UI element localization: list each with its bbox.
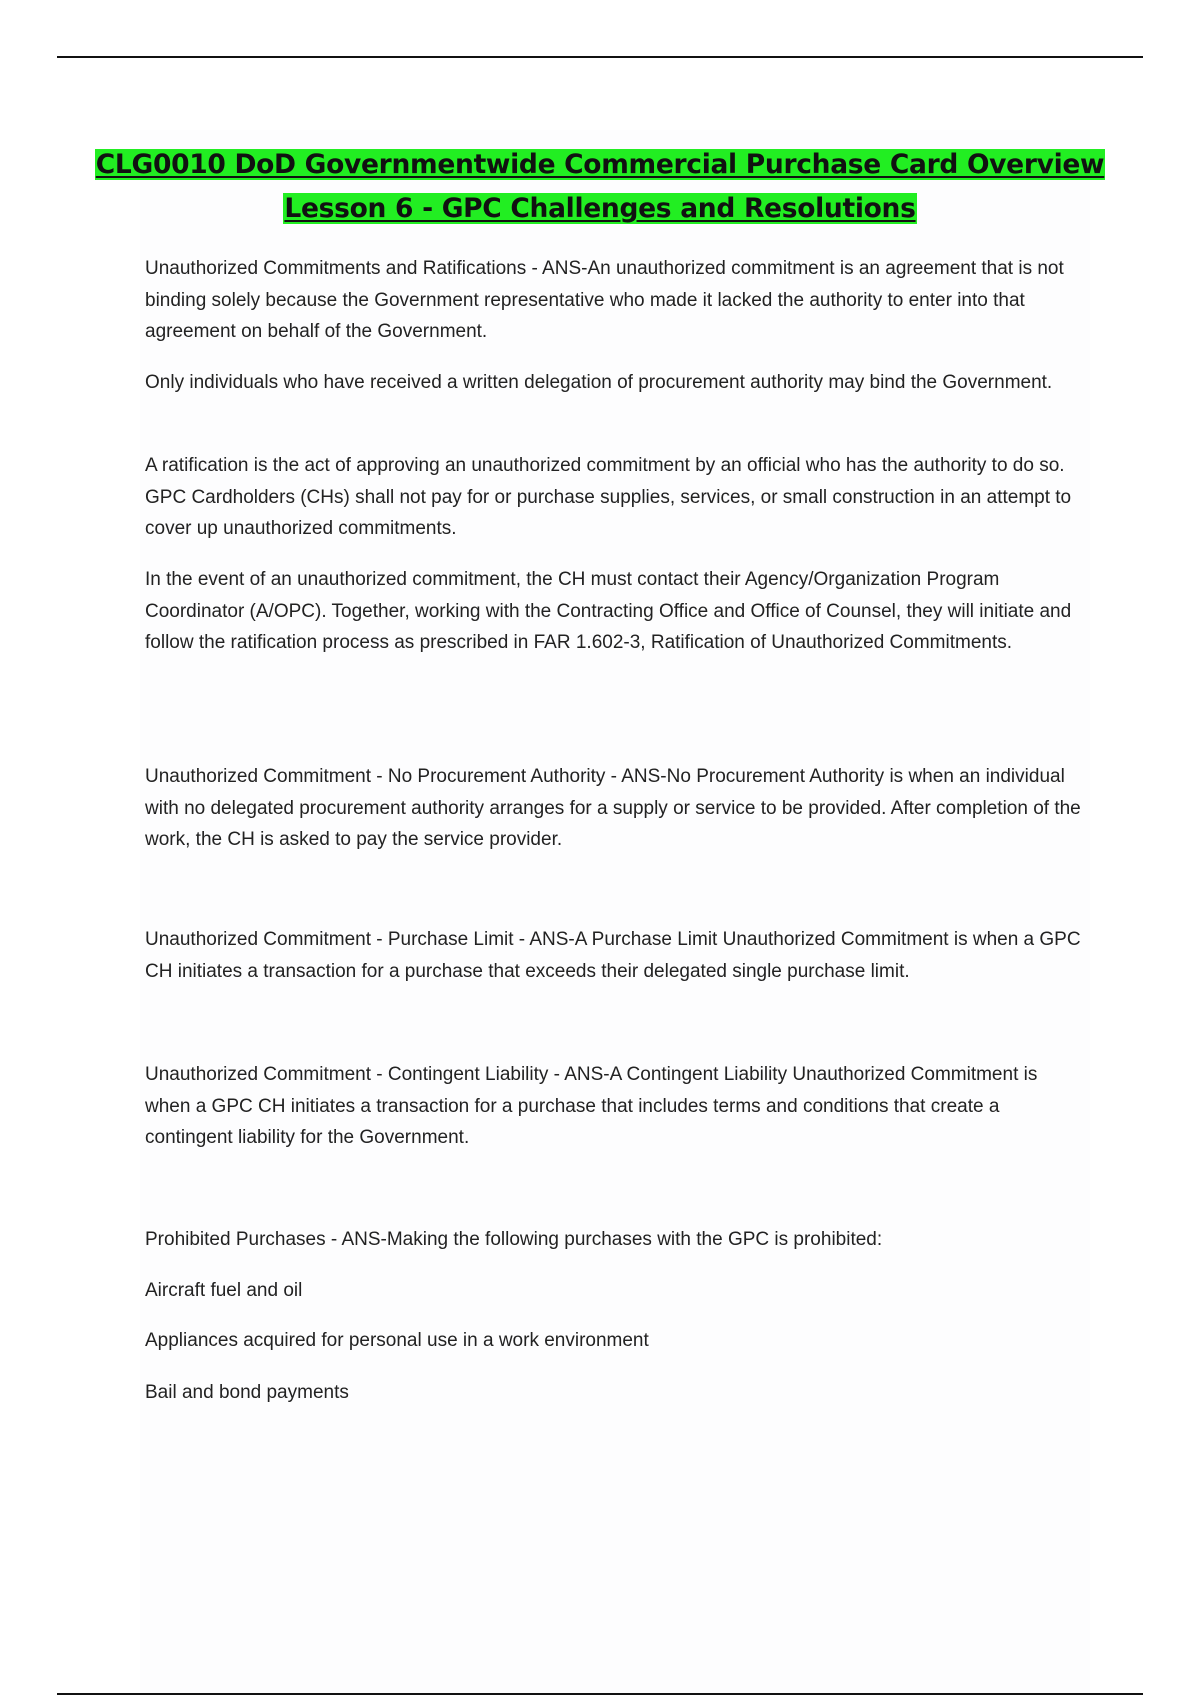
paragraph-text: Unauthorized Commitments and Ratifications - ANS-An unauthorized commitment is an agreement that is not binding solely because the Government representative who made it lacked the authority to enter into that agreement on behalf of the Government. (145, 258, 1064, 342)
document-title (0, 143, 1200, 231)
paragraph-written-delegation (145, 367, 1085, 399)
paragraph-prohibited-purchases (145, 1224, 1085, 1256)
paragraph-text: Unauthorized Commitment - No Procurement Authority - ANS-No Procurement Authority is when an individual with no delegated procurement authority arranges for a supply or service to be provided. After completion of the work, the CH is asked to pay the service provider. (145, 766, 1081, 850)
top-rule (57, 56, 1143, 58)
paragraph-text: Bail and bond payments (145, 1382, 349, 1403)
paragraph-text: Unauthorized Commitment - Contingent Liability - ANS-A Contingent Liability Unauthorized Commitment is when a GPC CH initiates a transaction for a purchase that includes terms and conditions that create a contingent liability for the Government. (145, 1064, 1038, 1148)
paragraph-contingent-liability (145, 1059, 1085, 1154)
paragraph-purchase-limit (145, 924, 1085, 987)
bottom-rule (57, 1693, 1143, 1695)
paragraph-unauthorized-commitments (145, 253, 1085, 348)
title-line-1: CLG0010 DoD Governmentwide Commercial Purchase Card Overview (95, 149, 1105, 180)
list-item-bail-bond (145, 1377, 1085, 1409)
paragraph-no-procurement-authority (145, 761, 1085, 856)
paragraph-text: Unauthorized Commitment - Purchase Limit - ANS-A Purchase Limit Unauthorized Commitment is when a GPC CH initiates a transaction for a purchase that exceeds their delegated single purchase limit. (145, 929, 1081, 982)
paragraph-text: Aircraft fuel and oil (145, 1280, 303, 1301)
paragraph-event-of-commitment (145, 564, 1085, 659)
paragraph-text: Appliances acquired for personal use in a work environment (145, 1330, 649, 1351)
title-line-2: Lesson 6 - GPC Challenges and Resolutions (284, 193, 916, 224)
list-item-appliances (145, 1325, 1085, 1357)
list-item-aircraft-fuel (145, 1275, 1085, 1307)
paragraph-text: Prohibited Purchases - ANS-Making the following purchases with the GPC is prohibited: (145, 1229, 883, 1250)
paragraph-text: In the event of an unauthorized commitment, the CH must contact their Agency/Organization Program Coordinator (A/OPC). Together, working with the Contracting Office and Office of Counsel, they will initiate and follow the ratification process as prescribed in FAR 1.602-3, Ratification of Unauthorized Commitments. (145, 569, 1072, 653)
paragraph-text: Only individuals who have received a written delegation of procurement authority may bind the Government. (145, 372, 1053, 393)
paragraph-text: A ratification is the act of approving an unauthorized commitment by an official who has the authority to do so. GPC Cardholders (CHs) shall not pay for or purchase supplies, services, or small construction in an attempt to cover up unauthorized commitments. (145, 455, 1072, 539)
paragraph-ratification (145, 450, 1085, 545)
content-column (140, 130, 1090, 1693)
